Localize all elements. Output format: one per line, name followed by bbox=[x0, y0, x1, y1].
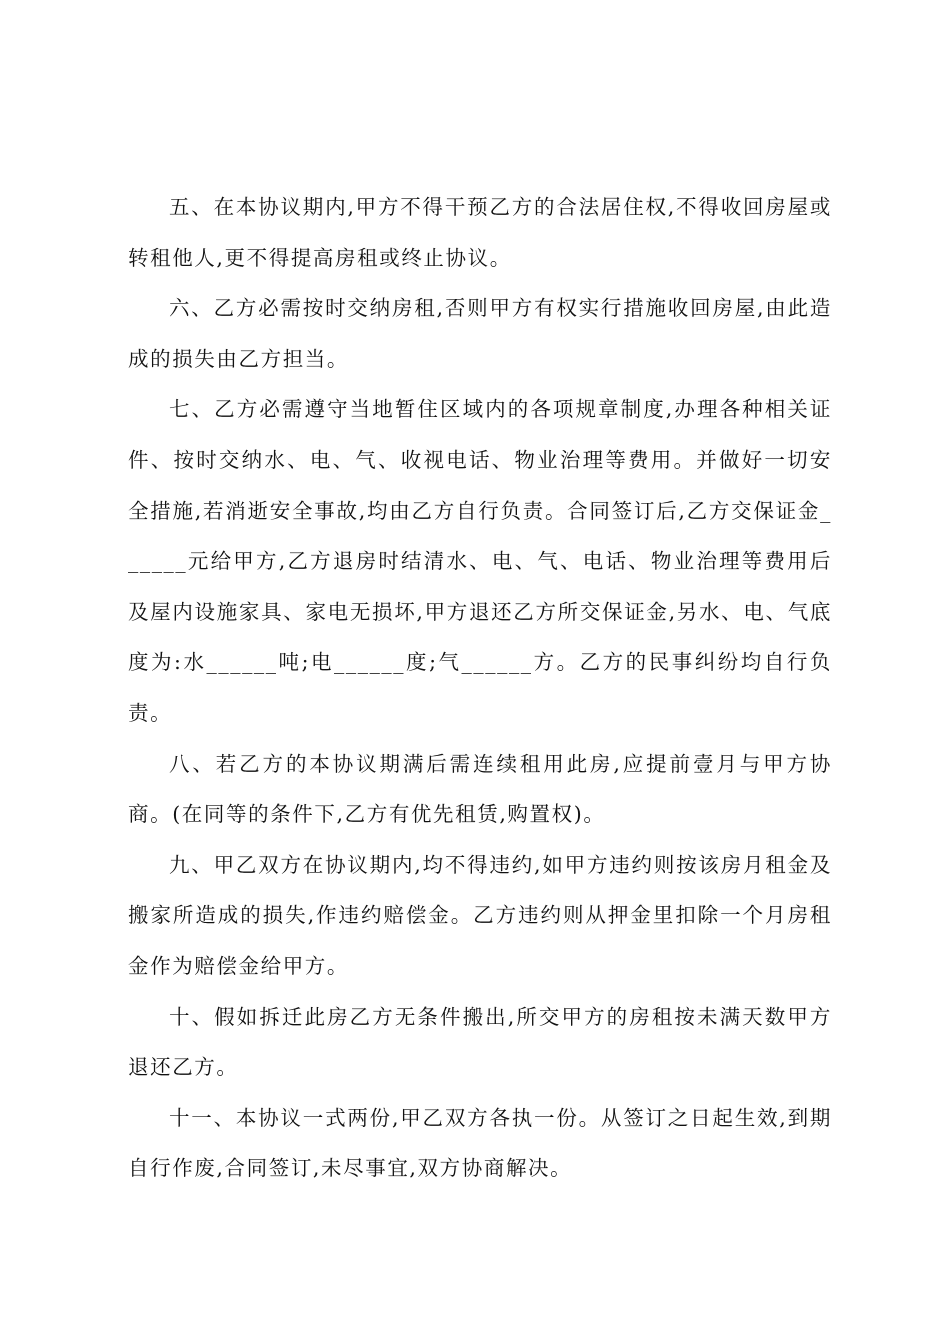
clause-7: 七、乙方必需遵守当地暂住区域内的各项规章制度,办理各种相关证件、按时交纳水、电、气、收视电话、物业治理等费用。并做好一切安全措施,若消逝安全事故,均由乙方自行负责。合同签订后,乙方交保证金______元给甲方,乙方退房时结清水、电、气、电话、物业治理等费用后及屋内设施家具、家电无损坏,甲方退还乙方所交保证金,另水、电、气底度为:水______吨;电______度;气______方。乙方的民事纠纷均自行负责。 bbox=[128, 397, 832, 725]
clause-5: 五、在本协议期内,甲方不得干预乙方的合法居住权,不得收回房屋或转租他人,更不得提高房租或终止协议。 bbox=[128, 195, 832, 270]
agreement-body bbox=[128, 182, 832, 1194]
clause-6: 六、乙方必需按时交纳房租,否则甲方有权实行措施收回房屋,由此造成的损失由乙方担当。 bbox=[128, 296, 832, 371]
clause-10: 十、假如拆迁此房乙方无条件搬出,所交甲方的房租按未满天数甲方退还乙方。 bbox=[128, 1004, 832, 1080]
clause-8: 八、若乙方的本协议期满后需连续租用此房,应提前壹月与甲方协商。(在同等的条件下,乙方有优先租赁,购置权)。 bbox=[128, 751, 832, 827]
clause-11: 十一、本协议一式两份,甲乙双方各执一份。从签订之日起生效,到期自行作废,合同签订,未尽事宜,双方协商解决。 bbox=[128, 1105, 832, 1181]
clause-9: 九、甲乙双方在协议期内,均不得违约,如甲方违约则按该房月租金及搬家所造成的损失,作违约赔偿金。乙方违约则从押金里扣除一个月房租金作为赔偿金给甲方。 bbox=[128, 852, 832, 978]
